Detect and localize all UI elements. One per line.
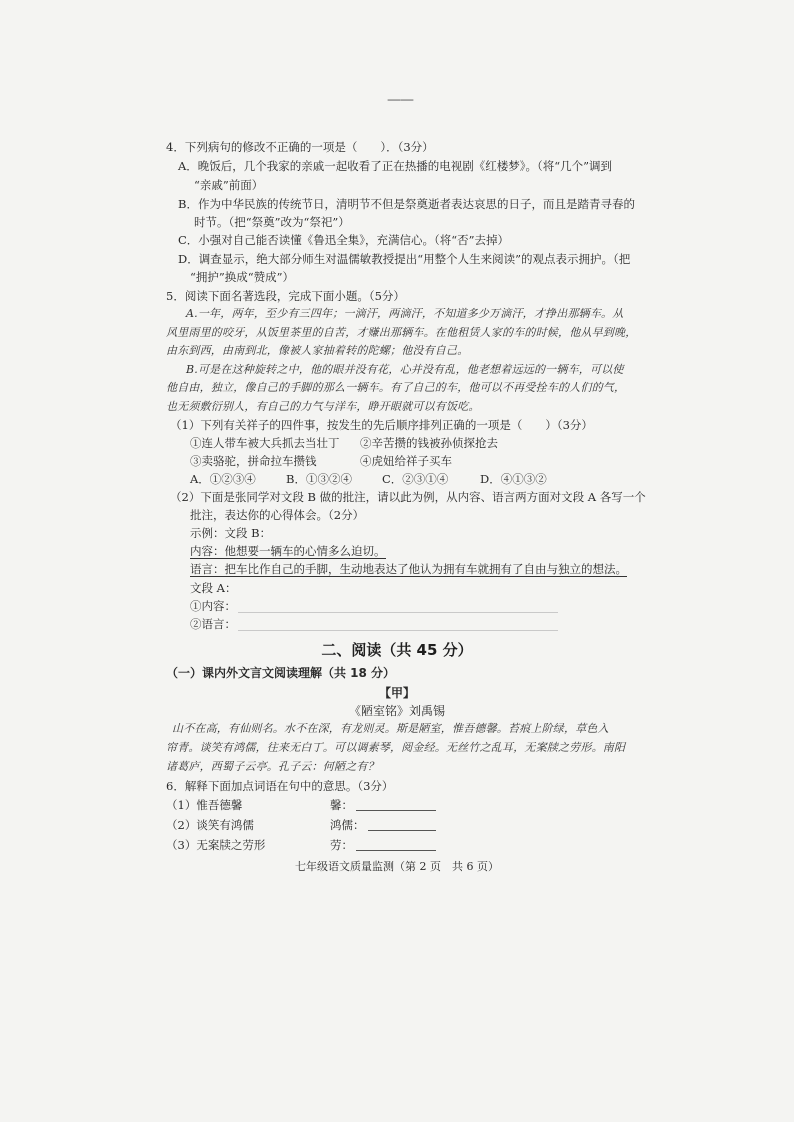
answer-language-line[interactable] [238,630,558,631]
q5-sub1-item2: ②辛苦攒的钱被孙侦探抢去 [360,436,498,450]
q5-sub1-item4: ④虎妞给祥子买车 [360,454,452,468]
q6-stem: 6．解释下面加点词语在句中的意思。（3分） [166,779,394,793]
q5-passage-b-line3: 也无须敷衍别人，有自己的力气与洋车，睁开眼就可以有饭吃。 [166,400,480,413]
q4-option-b-line2: 时节。（把“祭奠”改为“祭祀”） [194,215,350,229]
q6-item1: （1）惟吾德馨 [166,798,243,812]
q4-stem: 4．下列病句的修改不正确的一项是（ ）．（3分） [166,140,434,154]
q4-option-a-line2: “亲戚”前面） [194,178,264,192]
section-title: 二、阅读（共 45 分） [321,641,473,659]
q4-option-c: C．小强对自己能否读懂《鲁迅全集》，充满信心。（将“否”去掉） [178,233,510,247]
q5-passage-a-line1: A.一年，两年，至少有三四年；一滴汗，两滴汗，不知道多少万滴汗，才挣出那辆车。从 [186,307,624,320]
page-footer: 七年级语文质量监测（第 2 页 共 6 页） [295,860,499,873]
poem-line2: 帘青。谈笑有鸿儒，往来无白丁。可以调素琴，阅金经。无丝竹之乱耳，无案牍之劳形。南阳 [166,741,626,754]
answer-language-label: ②语言： [190,617,236,631]
poem-line1: 山不在高，有仙则名。水不在深，有龙则灵。斯是陋室，惟吾德馨。苔痕上阶绿，草色入 [172,722,609,735]
q6-item3-key: 劳： [330,838,353,852]
subsection-title: （一）课内外文言文阅读理解（共 18 分） [166,666,396,680]
text-tag: 【甲】 [378,686,415,700]
q5-sub1-item1: ①连人带车被大兵抓去当壮丁 [190,436,340,450]
q5-stem: 5．阅读下面名著选段，完成下面小题。（5分） [166,289,405,303]
example-label: 示例：文段 B： [190,526,272,540]
header-mark: —— [387,92,413,108]
q5-passage-a-line2: 风里雨里的咬牙，从饭里茶里的自苦，才赚出那辆车。在他租赁人家的车的时候，他从早到晚， [166,326,637,339]
q5-passage-b-line1: B.可是在这种旋转之中，他的眼并没有花，心并没有乱，他老想着远远的一辆车，可以使 [186,363,624,376]
passage-a-label: 文段 A： [190,581,237,595]
q6-item2: （2）谈笑有鸿儒 [166,818,254,832]
q5-sub1-choice-a: A．①②③④ [190,472,256,486]
example-language: 语言：把车比作自己的手脚，生动地表达了他认为拥有车就拥有了自由与独立的想法。 [190,562,627,576]
q6-item2-blank[interactable] [368,819,436,831]
q5-sub1-stem: （1）下列有关祥子的四件事，按发生的先后顺序排列正确的一项是（ ）（3分） [170,418,593,432]
q5-sub2-stem-line1: （2）下面是张同学对文段 B 做的批注，请以此为例，从内容、语言两方面对文段 A 各写一个 [170,490,646,504]
q6-item1-key: 馨： [330,798,353,812]
q5-passage-b-line2: 他自由，独立，像自己的手脚的那么一辆车。有了自己的车，他可以不再受拴车的人们的气， [166,381,626,394]
q6-item2-key: 鸿儒： [330,818,365,832]
answer-content-line[interactable] [238,612,558,613]
q5-sub1-item3: ③卖骆驼，拼命拉车攒钱 [190,454,317,468]
q4-option-d-line1: D．调查显示，绝大部分师生对温儒敏教授提出“用整个人生来阅读”的观点表示拥护。（把 [178,252,631,266]
q6-item3-blank[interactable] [356,839,436,851]
q4-option-a-line1: A．晚饭后，几个我家的亲戚一起收看了正在热播的电视剧《红楼梦》。（将“几个”调到 [178,159,613,173]
q5-sub2-stem-line2: 批注，表达你的心得体会。（2分） [190,508,365,522]
q5-sub1-choice-d: D．④①③② [480,472,547,486]
q4-option-b-line1: B．作为中华民族的传统节日，清明节不但是祭奠逝者表达哀思的日子，而且是踏青寻春的 [178,197,635,211]
q6-item3: （3）无案牍之劳形 [166,838,266,852]
q6-item1-blank[interactable] [356,799,436,811]
poem-title: 《陋室铭》刘禹锡 [348,704,445,718]
q5-sub1-choice-c: C．②③①④ [382,472,449,486]
answer-content-label: ①内容： [190,599,236,613]
example-content: 内容：他想要一辆车的心情多么迫切。 [190,544,386,558]
q4-option-d-line2: “拥护”换成“赞成”） [190,270,295,284]
q5-passage-a-line3: 由东到西，由南到北，像被人家抽着转的陀螺；他没有自己。 [166,344,469,357]
q5-sub1-choice-b: B．①③②④ [286,472,352,486]
poem-line3: 诸葛庐，西蜀子云亭。孔子云：何陋之有？ [166,760,379,773]
